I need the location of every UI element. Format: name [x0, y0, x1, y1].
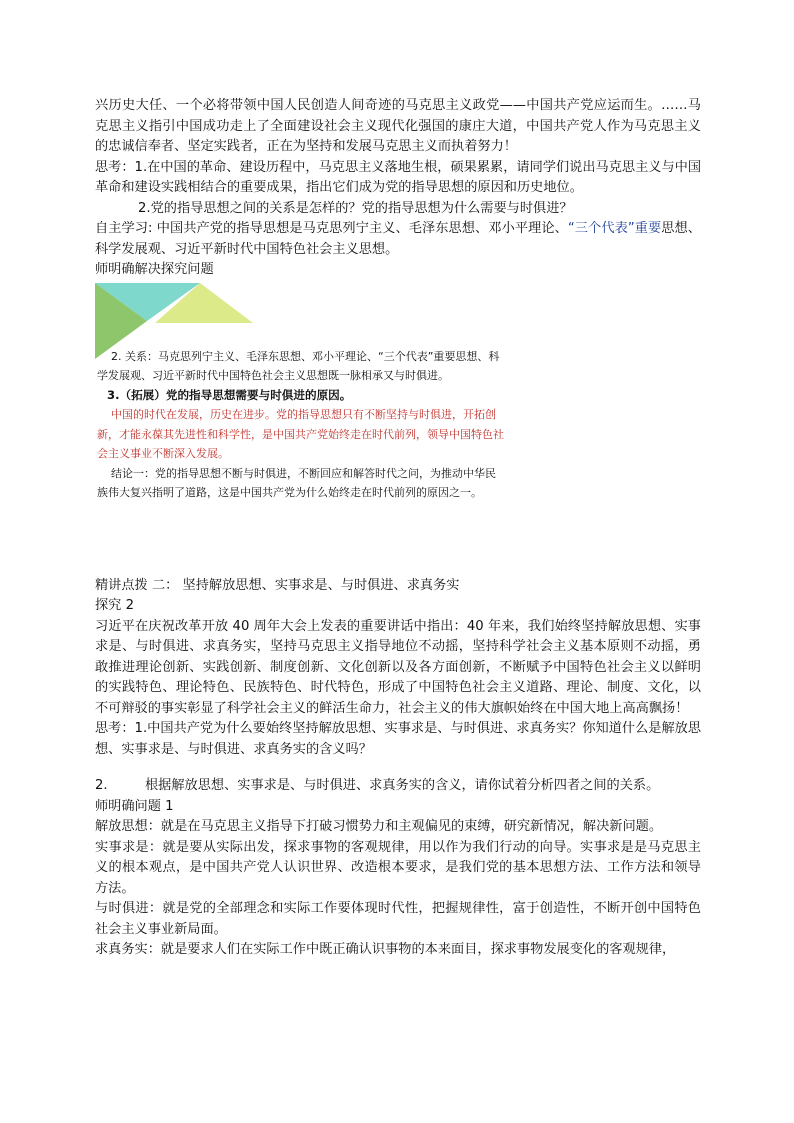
explore-2-label: 探究 2 [95, 598, 134, 613]
section-2-title: 精讲点拨 二： 坚持解放思想、实事求是、与时俱进、求真务实 [95, 577, 460, 593]
question-2b [95, 776, 701, 797]
self-study-before: 自主学习: 中国共产党的指导思想是马克思列宁主义、毛泽东思想、邓小平理论、 [95, 221, 568, 236]
definition-seek-truth: 实事求是：就是要从实际出发，探求事物的客观规律，用以作为我们行动的向导。实事求是是马克思主义的根本观点，是中国共产党人认识世界、改造根本要求，是我们党的基本思想方法、工作方法和领导方法。 [95, 839, 701, 896]
slide-conclusion: 结论一：党的指导思想不断与时俱进，不断回应和解答时代之问，为推动中华民族伟大复兴指明了道路，这是中国共产党为什么始终走在时代前列的原因之一。 [97, 466, 496, 499]
slide-image [95, 283, 515, 548]
self-study-after: 思想、科学发展观、习近平新时代中国特色社会主义思想。 [95, 221, 701, 257]
self-study-highlight: “三个代表”重要 [567, 221, 662, 236]
self-study-paragraph [95, 219, 701, 260]
speech-paragraph: 习近平在庆祝改革开放 40 周年大会上发表的重要讲话中指出：40 年来，我们始终坚持解放思想、实事求是、与时俱进、求真务实，坚持马克思主义指导地位不动摇，坚持科学社会主义基本原则不动摇，勇敢推进理论创新、实践创新、制度创新、文化创新以及各方面创新，不断赋予中国特色社会主义以鲜明的实践特色、理论特色、民族特色、时代特色，形成了中国特色社会主义道路、理论、制度、文化，以不可辩驳的事实彰显了科学社会主义的鲜活生命力，社会主义的伟大旗帜始终在中国大地上高高飘扬！ [95, 618, 701, 716]
intro-paragraph: 兴历史大任、一个必将带领中国人民创造人间奇迹的马克思主义政党——中国共产党应运而生。……马克思主义指引中国成功走上了全面建设社会主义现代化强国的康庄大道，中国共产党人作为马克思主义的忠诚信奉者、坚定实践者，正在为坚持和发展马克思主义而执着努力！ [95, 98, 701, 154]
question-2b-number: 2. [95, 778, 108, 793]
slide-reason: 中国的时代在发展，历史在进步。党的指导思想只有不断坚持与时俱进，开拓创新，才能永葆其先进性和科学性，是中国共产党始终走在时代前列，领导中国特色社会主义事业不断深入发展。 [97, 408, 504, 460]
think-question-1: 思考：1.在中国的革命、建设历程中，马克思主义落地生根，硕果累累，请同学们说出马克思主义与中国革命和建设实践相结合的重要成果，指出它们成为党的指导思想的原因和历史地位。 [95, 159, 702, 195]
slide-relation: 2. 关系：马克思列宁主义、毛泽东思想、邓小平理论、“三个代表”重要思想、科学发展观、习近平新时代中国特色社会主义思想既一脉相承又与时俱进。 [97, 349, 500, 382]
teacher-clarify-2: 师明确问题 1 [95, 798, 174, 814]
think-question-2: 思考：1.中国共产党为什么要始终坚持解放思想、实事求是、与时俱进、求真务实？你知道什么是解放思想、实事求是、与时俱进、求真务实的含义吗？ [95, 721, 702, 757]
definition-liberate-thought: 解放思想：就是在马克思主义指导下打破习惯势力和主观偏见的束缚，研究新情况，解决新问题。 [95, 819, 663, 834]
slide-extend-title: 3.（拓展）党的指导思想需要与时俱进的原因。 [107, 387, 352, 402]
definition-keep-pace: 与时俱进：就是党的全部理念和实际工作要体现时代性，把握规律性，富于创造性，不断开创中国特色社会主义事业新局面。 [95, 901, 701, 937]
definition-pragmatic: 求真务实：就是要求人们在实际工作中既正确认识事物的本来面目，探求事物发展变化的客观规律， [95, 942, 676, 957]
slide-text [97, 347, 505, 503]
teacher-clarify-heading: 师明确解决探究问题 [95, 262, 214, 277]
document-page [95, 96, 701, 961]
question-2b-text: 根据解放思想、实事求是、与时俱进、求真务实的含义，请你试着分析四者之间的关系。 [145, 778, 660, 793]
question-2: 2.党的指导思想之间的关系是怎样的？党的指导思想为什么需要与时俱进？ [138, 200, 573, 216]
